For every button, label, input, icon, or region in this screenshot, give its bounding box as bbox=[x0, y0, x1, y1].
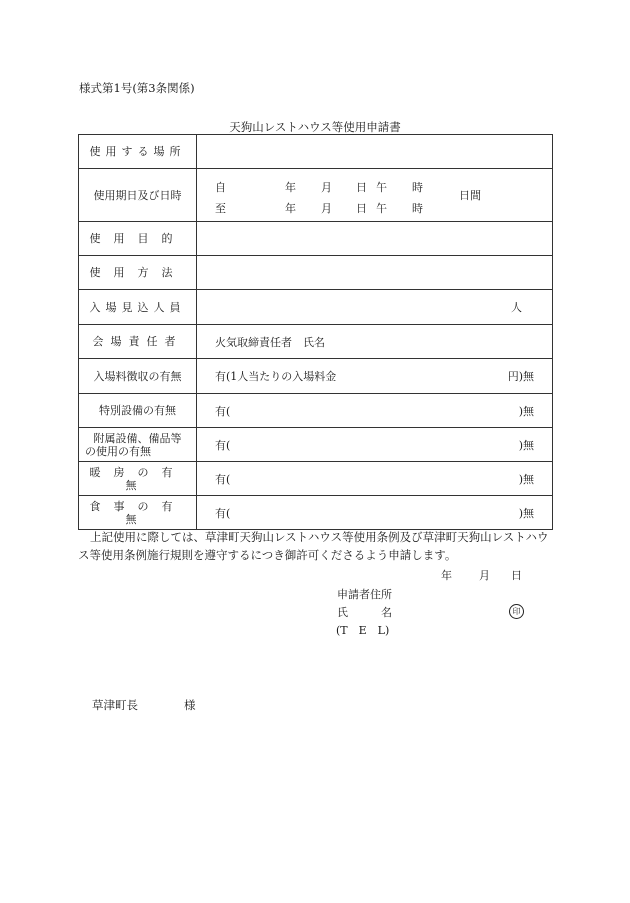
meal-field[interactable] bbox=[197, 496, 553, 530]
period-from-ampm: 午 bbox=[376, 181, 387, 194]
applicant-name-label-1: 氏 bbox=[337, 606, 348, 619]
meal-label: 食事の有無 bbox=[79, 496, 197, 530]
addressee bbox=[92, 697, 196, 713]
attendance-field[interactable] bbox=[197, 290, 553, 325]
table-row bbox=[79, 222, 553, 256]
application-statement: 上記使用に際しては、草津町天狗山レストハウス等使用条例及び草津町天狗山レストハウス等使用条例施行規則を遵守するにつき御許可くださるよう申請します。 bbox=[78, 530, 549, 562]
equipment-label-line2: の使用の有無 bbox=[85, 444, 151, 458]
period-to-hour: 時 bbox=[412, 202, 423, 215]
table-row bbox=[79, 462, 553, 496]
table-row bbox=[79, 325, 553, 359]
form-number: 様式第1号(第3条関係) bbox=[79, 81, 195, 95]
applicant-address-label: 申請者住所 bbox=[337, 588, 392, 601]
applicant-name-label-2: 名 bbox=[381, 606, 392, 619]
equipment-field[interactable] bbox=[197, 428, 553, 462]
period-field[interactable] bbox=[197, 169, 553, 222]
fee-end: 円)無 bbox=[507, 370, 534, 383]
special-label: 特別設備の有無 bbox=[79, 394, 197, 428]
place-field[interactable] bbox=[197, 135, 553, 169]
period-to-day: 日 bbox=[356, 202, 367, 215]
heating-label: 暖房の有無 bbox=[79, 462, 197, 496]
equipment-label-line1: 附属設備、備品等 bbox=[93, 431, 182, 445]
table-row bbox=[79, 394, 553, 428]
table-row bbox=[79, 428, 553, 462]
fee-value: 有(1人当たりの入場料金 bbox=[215, 370, 337, 383]
equipment-label bbox=[79, 428, 197, 462]
method-label: 使用方法 bbox=[79, 256, 197, 290]
period-days: 日間 bbox=[459, 189, 481, 202]
addressee-name: 草津町長 bbox=[92, 698, 138, 712]
application-form-table bbox=[78, 134, 553, 530]
period-from-day: 日 bbox=[356, 181, 367, 194]
date-month: 月 bbox=[479, 569, 490, 582]
table-row bbox=[79, 135, 553, 169]
applicant-tel-label: (T E L) bbox=[336, 624, 390, 637]
table-row bbox=[79, 290, 553, 325]
meal-end: )無 bbox=[518, 506, 534, 520]
special-field[interactable] bbox=[197, 394, 553, 428]
table-row bbox=[79, 169, 553, 222]
period-from-month: 月 bbox=[321, 181, 332, 194]
attendance-label: 入場見込人員 bbox=[79, 290, 197, 325]
date-day: 日 bbox=[511, 569, 522, 582]
fee-label: 入場料徴収の有無 bbox=[79, 359, 197, 394]
heating-field[interactable] bbox=[197, 462, 553, 496]
period-to-label: 至 bbox=[215, 202, 226, 215]
seal-icon: 印 bbox=[509, 604, 524, 619]
meal-value: 有( bbox=[215, 506, 231, 520]
heating-value: 有( bbox=[215, 472, 231, 486]
document-title: 天狗山レストハウス等使用申請書 bbox=[229, 120, 401, 134]
period-from-label: 自 bbox=[215, 181, 226, 194]
manager-label: 会場責任者 bbox=[79, 325, 197, 359]
attendance-unit: 人 bbox=[511, 301, 522, 314]
table-row bbox=[79, 496, 553, 530]
place-label: 使用する場所 bbox=[79, 135, 197, 169]
method-field[interactable] bbox=[197, 256, 553, 290]
period-from-year: 年 bbox=[285, 181, 296, 194]
period-to-month: 月 bbox=[321, 202, 332, 215]
period-to-year: 年 bbox=[285, 202, 296, 215]
period-label: 使用期日及び日時 bbox=[79, 169, 197, 222]
manager-field[interactable] bbox=[197, 325, 553, 359]
manager-value: 火気取締責任者 氏名 bbox=[215, 335, 325, 349]
special-value: 有( bbox=[215, 404, 231, 418]
fee-field[interactable] bbox=[197, 359, 553, 394]
heating-end: )無 bbox=[518, 472, 534, 486]
date-year: 年 bbox=[441, 569, 452, 582]
purpose-label: 使用目的 bbox=[79, 222, 197, 256]
table-row bbox=[79, 359, 553, 394]
period-from-hour: 時 bbox=[412, 181, 423, 194]
addressee-honorific: 様 bbox=[184, 698, 196, 712]
purpose-field[interactable] bbox=[197, 222, 553, 256]
period-to-ampm: 午 bbox=[376, 202, 387, 215]
equipment-end: )無 bbox=[518, 438, 534, 452]
special-end: )無 bbox=[518, 404, 534, 418]
equipment-value: 有( bbox=[215, 438, 231, 452]
table-row bbox=[79, 256, 553, 290]
